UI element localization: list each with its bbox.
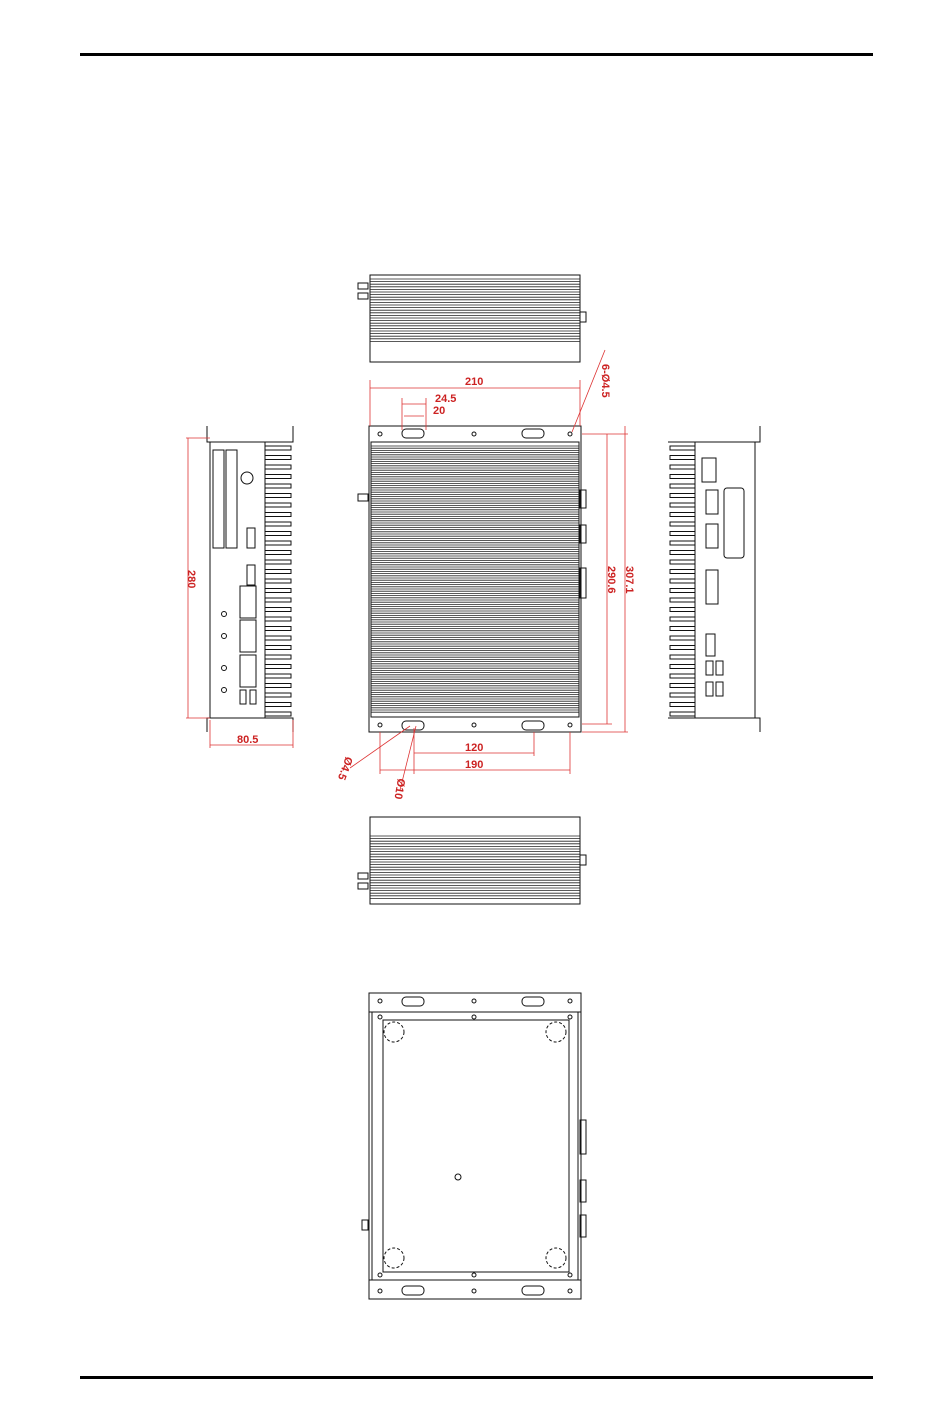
dim-slot-hole: Ø4.5 [335,754,355,782]
mount-hole-1 [378,432,382,436]
dim-slot-pitch: 24.5 [435,393,457,405]
side-fin [670,513,695,517]
side-fin [670,503,695,507]
side-fin [265,684,291,688]
side-fin [265,617,291,621]
mount-hole-4 [378,723,382,727]
dim-slot-round: Ø10 [391,777,407,801]
side-fin [670,579,695,583]
side-fin [670,446,695,450]
front-port-hdmi [247,565,255,585]
side-fin [265,646,291,650]
mount-slot-bottom-right [522,721,544,730]
front-card-slot-2 [226,450,237,548]
front-usb-port-2 [250,690,256,704]
side-fin [265,703,291,707]
side-fin [265,456,291,460]
side-fin [265,712,291,716]
side-fin [265,608,291,612]
rear-com-cover [724,488,744,558]
side-fin [265,693,291,697]
side-fin [670,494,695,498]
dim-hole-spacing-120: 120 [465,742,484,754]
side-fin [265,579,291,583]
plan-view-fins [371,446,579,712]
side-fin [670,674,695,678]
plan-connector-4 [358,494,368,501]
side-fin [265,494,291,498]
side-fin [670,570,695,574]
power-button-icon [241,472,253,484]
top-view-connector-1 [358,283,368,289]
mount-hole-2 [472,432,476,436]
side-fin [670,693,695,697]
bottom-view-fins [370,836,580,898]
side-fin [670,665,695,669]
side-fin [670,608,695,612]
rear-usb-1 [706,661,713,675]
front-view-fins [265,446,291,716]
front-usb-port-1 [240,690,246,704]
underside-view [362,993,586,1299]
side-fin [265,484,291,488]
dim-inner-height: 290.6 [605,566,617,594]
side-fin [265,513,291,517]
rear-com-port-2 [706,524,718,548]
front-card-slot-1 [213,450,224,548]
side-fin [265,636,291,640]
side-fin [265,522,291,526]
front-port-displayport [247,528,255,548]
top-side-view [358,275,586,362]
rear-com-port-1 [706,490,718,514]
mount-hole-3 [568,432,572,436]
side-fin [670,627,695,631]
side-fin [670,532,695,536]
side-fin [670,617,695,621]
mount-slot-bottom-left [402,721,424,730]
side-fin [265,598,291,602]
rear-displayport [706,634,715,656]
side-fin [265,665,291,669]
rear-usb-4 [716,682,723,696]
side-fin [670,712,695,716]
rear-terminal-block [702,458,716,482]
underside-screw [455,1174,461,1180]
front-view [207,426,293,732]
rear-view-fins [670,446,695,716]
dim-slot-width: 20 [433,405,446,417]
side-fin [265,446,291,450]
side-fin [670,703,695,707]
side-fin [670,646,695,650]
dim-outer-height: 307.1 [623,566,635,594]
top-view-fins [370,279,580,341]
side-fin [670,598,695,602]
mount-hole-6 [568,723,572,727]
side-fin [265,570,291,574]
top-view-connector-3 [580,312,586,322]
side-fin [670,541,695,545]
underside-plate [383,1020,569,1272]
mount-slot-top-right [522,429,544,438]
front-lan-port-1 [240,586,256,618]
side-fin [670,465,695,469]
dim-hole-spacing-190: 190 [465,759,484,771]
mount-hole-5 [472,723,476,727]
side-fin [265,475,291,479]
dim-width-210: 210 [465,376,484,388]
front-lan-port-3 [240,655,256,687]
top-view-outline [370,275,580,362]
top-view-connector-2 [358,293,368,299]
side-fin [670,589,695,593]
dimension-lines [186,350,628,790]
dim-front-height: 280 [185,570,197,589]
side-fin [670,475,695,479]
side-fin [670,522,695,526]
side-fin [265,503,291,507]
plan-view [358,426,586,732]
bottom-side-view [358,817,586,904]
rear-usb-2 [716,661,723,675]
side-fin [265,655,291,659]
front-lan-port-2 [240,620,256,652]
dim-front-width: 80.5 [237,734,259,746]
side-fin [265,589,291,593]
rear-dvi-port [706,570,718,604]
side-fin [265,560,291,564]
side-fin [265,674,291,678]
rear-view [668,426,760,732]
mount-slot-top-left [402,429,424,438]
side-fin [670,636,695,640]
side-fin [670,456,695,460]
side-fin [670,560,695,564]
side-fin [265,627,291,631]
side-fin [670,551,695,555]
side-fin [670,484,695,488]
side-fin [265,532,291,536]
side-fin [670,684,695,688]
side-fin [265,541,291,545]
side-fin [265,465,291,469]
side-fin [670,655,695,659]
rear-panel [695,442,755,718]
rear-usb-3 [706,682,713,696]
side-fin [265,551,291,555]
dim-hole-callout: 6-Ø4.5 [599,364,611,398]
